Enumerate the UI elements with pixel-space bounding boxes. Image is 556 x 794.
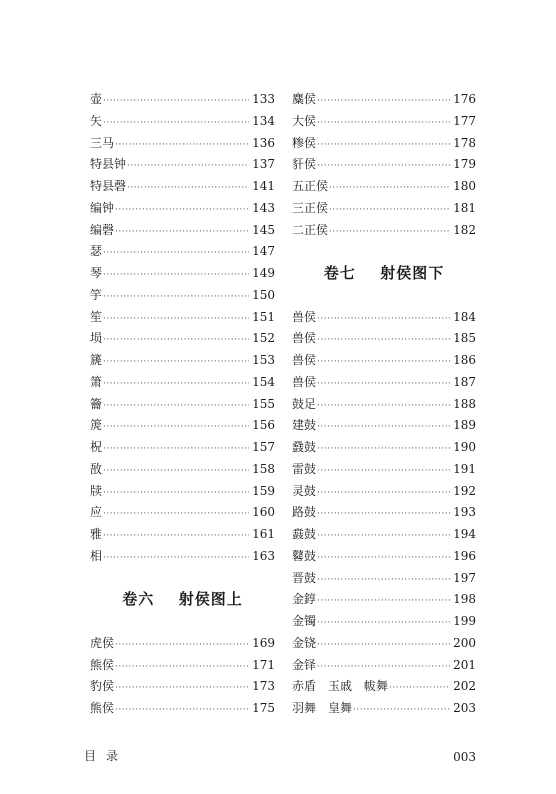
dot-leader bbox=[317, 330, 450, 350]
dot-leader bbox=[103, 396, 249, 416]
toc-entry bbox=[292, 415, 476, 437]
dot-leader bbox=[317, 483, 450, 503]
toc-entry-title: 编磬 bbox=[90, 222, 115, 237]
dot-leader bbox=[389, 678, 450, 698]
dot-leader bbox=[317, 374, 450, 394]
dot-leader bbox=[317, 657, 450, 677]
page-number: 003 bbox=[453, 750, 476, 764]
toc-entry-title: 鼗鼓 bbox=[292, 440, 317, 454]
toc-entry bbox=[292, 111, 476, 133]
dot-leader bbox=[103, 309, 249, 329]
toc-entry bbox=[90, 502, 275, 524]
toc-entry-title: 五正侯 bbox=[292, 179, 329, 193]
dot-leader bbox=[103, 265, 249, 285]
dot-leader bbox=[115, 700, 249, 720]
toc-entry-title: 熊侯 bbox=[90, 701, 115, 715]
toc-entry-page-number: 180 bbox=[453, 179, 476, 193]
toc-entry-title: 鼖鼓 bbox=[292, 527, 317, 541]
toc-entry-page-number: 186 bbox=[453, 353, 476, 367]
toc-entry-page-number: 197 bbox=[453, 570, 476, 585]
dot-leader bbox=[115, 657, 249, 677]
toc-entry bbox=[90, 241, 275, 263]
dot-leader bbox=[115, 678, 249, 698]
toc-entry-title: 虎侯 bbox=[90, 635, 115, 650]
toc-entry-title: 建鼓 bbox=[292, 418, 317, 433]
toc-entry-page-number: 171 bbox=[252, 657, 275, 672]
toc-entry bbox=[90, 350, 275, 372]
dot-leader bbox=[317, 417, 450, 437]
toc-entry bbox=[292, 89, 476, 111]
toc-entry-page-number: 157 bbox=[252, 440, 275, 454]
toc-entry-page-number: 173 bbox=[252, 679, 275, 694]
toc-entry bbox=[90, 285, 275, 307]
spacer bbox=[292, 241, 476, 263]
toc-entry-page-number: 198 bbox=[453, 592, 476, 607]
toc-entry bbox=[292, 655, 476, 677]
toc-entry-title: 大侯 bbox=[292, 113, 317, 128]
toc-entry-title: 瑟 bbox=[90, 244, 103, 259]
section-heading-number: 卷六 bbox=[122, 590, 155, 609]
dot-leader bbox=[317, 352, 450, 372]
toc-left-entries-top bbox=[90, 89, 275, 568]
spacer bbox=[90, 611, 275, 633]
toc-entry-page-number: 175 bbox=[252, 701, 275, 715]
toc-entry bbox=[292, 198, 476, 220]
toc-entry bbox=[90, 459, 275, 481]
section-heading-title: 射侯图下 bbox=[380, 264, 445, 282]
toc-entry bbox=[90, 307, 275, 329]
toc-entry-page-number: 202 bbox=[453, 679, 476, 694]
toc-entry-title: 金镯 bbox=[292, 614, 317, 628]
toc-entry bbox=[292, 220, 476, 242]
spacer bbox=[292, 285, 476, 307]
toc-entry-page-number: 147 bbox=[252, 244, 275, 259]
toc-entry-page-number: 158 bbox=[252, 461, 275, 476]
toc-entry-title: 牍 bbox=[90, 483, 103, 498]
dot-leader bbox=[353, 700, 450, 720]
toc-entry bbox=[292, 676, 476, 698]
toc-entry-page-number: 178 bbox=[453, 135, 476, 150]
toc-entry bbox=[90, 154, 275, 176]
toc-entry-page-number: 163 bbox=[252, 548, 275, 563]
toc-entry-title: 熊侯 bbox=[90, 657, 115, 672]
toc-entry-title: 相 bbox=[90, 548, 103, 563]
section-heading-juan-7 bbox=[292, 263, 476, 285]
dot-leader bbox=[103, 287, 249, 307]
dot-leader bbox=[317, 504, 450, 524]
toc-entry bbox=[292, 350, 476, 372]
toc-right-column bbox=[292, 89, 476, 720]
toc-left-column bbox=[90, 89, 275, 720]
toc-entry bbox=[90, 198, 275, 220]
toc-entry-page-number: 141 bbox=[252, 179, 275, 193]
toc-entry bbox=[90, 89, 275, 111]
toc-entry bbox=[292, 568, 476, 590]
toc-entry bbox=[90, 176, 275, 198]
toc-entry-title: 特县钟 bbox=[90, 157, 127, 172]
toc-entry-title: 编钟 bbox=[90, 200, 115, 215]
toc-entry bbox=[292, 611, 476, 633]
toc-entry-title: 埙 bbox=[90, 331, 103, 346]
toc-entry-page-number: 188 bbox=[453, 396, 476, 411]
dot-leader bbox=[103, 461, 249, 481]
toc-entry-page-number: 181 bbox=[453, 200, 476, 215]
toc-entry-page-number: 143 bbox=[252, 200, 275, 215]
toc-entry bbox=[292, 154, 476, 176]
toc-entry-title: 箫 bbox=[90, 374, 103, 389]
toc-entry-page-number: 145 bbox=[252, 222, 275, 237]
toc-entry-page-number: 155 bbox=[252, 396, 275, 411]
dot-leader bbox=[103, 417, 249, 437]
toc-entry-page-number: 179 bbox=[453, 157, 476, 172]
toc-entry bbox=[90, 133, 275, 155]
toc-entry bbox=[292, 372, 476, 394]
toc-entry bbox=[90, 220, 275, 242]
toc-entry-page-number: 149 bbox=[252, 266, 275, 280]
toc-entry-page-number: 192 bbox=[453, 483, 476, 498]
toc-entry bbox=[292, 133, 476, 155]
toc-entry-title: 雷鼓 bbox=[292, 461, 317, 476]
toc-entry-title: 二正侯 bbox=[292, 222, 329, 237]
toc-entry bbox=[90, 655, 275, 677]
toc-entry bbox=[90, 546, 275, 568]
toc-entry-page-number: 199 bbox=[453, 614, 476, 628]
dot-leader bbox=[103, 330, 249, 350]
toc-entry-title: 豹侯 bbox=[90, 679, 115, 694]
running-footer-section: 目录 bbox=[84, 749, 129, 763]
toc-entry-title: 金铙 bbox=[292, 635, 317, 650]
dot-leader bbox=[115, 200, 249, 220]
toc-entry-page-number: 194 bbox=[453, 527, 476, 541]
toc-entry-page-number: 150 bbox=[252, 287, 275, 302]
toc-entry-page-number: 189 bbox=[453, 418, 476, 433]
toc-entry-title: 兽侯 bbox=[292, 331, 317, 346]
toc-entry-page-number: 187 bbox=[453, 374, 476, 389]
dot-leader bbox=[103, 91, 249, 111]
dot-leader bbox=[127, 178, 249, 198]
toc-entry-title: 羽舞 皇舞 bbox=[292, 701, 353, 715]
toc-entry-title: 矢 bbox=[90, 113, 103, 128]
toc-entry-title: 金铎 bbox=[292, 657, 317, 672]
toc-entry-page-number: 196 bbox=[453, 548, 476, 563]
toc-entry-page-number: 160 bbox=[252, 505, 275, 520]
toc-entry-page-number: 136 bbox=[252, 135, 275, 150]
dot-leader bbox=[103, 526, 249, 546]
toc-entry bbox=[292, 481, 476, 503]
toc-entry-title: 兽侯 bbox=[292, 374, 317, 389]
toc-entry bbox=[90, 372, 275, 394]
dot-leader bbox=[317, 91, 450, 111]
toc-entry bbox=[292, 394, 476, 416]
toc-entry-page-number: 159 bbox=[252, 483, 275, 498]
dot-leader bbox=[329, 222, 450, 242]
toc-entry-page-number: 156 bbox=[252, 418, 275, 433]
toc-entry-page-number: 184 bbox=[453, 309, 476, 324]
dot-leader bbox=[317, 439, 450, 459]
toc-entry-title: 雅 bbox=[90, 527, 103, 541]
toc-entry-title: 笙 bbox=[90, 309, 103, 324]
toc-entry-page-number: 190 bbox=[453, 440, 476, 454]
dot-leader bbox=[317, 635, 450, 655]
section-heading-juan-6 bbox=[90, 589, 275, 611]
toc-entry bbox=[292, 633, 476, 655]
toc-entry-title: 三马 bbox=[90, 135, 115, 150]
dot-leader bbox=[103, 243, 249, 263]
dot-leader bbox=[103, 352, 249, 372]
dot-leader bbox=[103, 548, 249, 568]
toc-entry-title: 路鼓 bbox=[292, 505, 317, 520]
toc-entry bbox=[90, 328, 275, 350]
dot-leader bbox=[317, 570, 450, 590]
toc-entry bbox=[90, 415, 275, 437]
toc-entry-title: 箎 bbox=[90, 418, 103, 433]
toc-entry bbox=[292, 502, 476, 524]
dot-leader bbox=[317, 613, 450, 633]
section-heading-title: 射侯图上 bbox=[178, 590, 243, 609]
dot-leader bbox=[103, 483, 249, 503]
toc-right-entries-bottom bbox=[292, 307, 476, 720]
dot-leader bbox=[329, 178, 450, 198]
toc-entry bbox=[292, 698, 476, 720]
dot-leader bbox=[115, 635, 249, 655]
section-heading-number: 卷七 bbox=[323, 264, 356, 282]
toc-entry bbox=[90, 111, 275, 133]
toc-entry-page-number: 176 bbox=[453, 92, 476, 106]
dot-leader bbox=[103, 504, 249, 524]
toc-left-entries-bottom bbox=[90, 633, 275, 720]
toc-entry bbox=[90, 698, 275, 720]
dot-leader bbox=[103, 113, 249, 133]
toc-entry-title: 糁侯 bbox=[292, 135, 317, 150]
toc-entry-title: 麋侯 bbox=[292, 92, 317, 106]
dot-leader bbox=[317, 526, 450, 546]
toc-entry-page-number: 151 bbox=[252, 309, 275, 324]
toc-entry-title: 琴 bbox=[90, 266, 103, 280]
toc-entry bbox=[90, 633, 275, 655]
toc-entry-title: 金錞 bbox=[292, 592, 317, 607]
toc-entry-page-number: 133 bbox=[252, 92, 275, 106]
dot-leader bbox=[317, 548, 450, 568]
toc-entry-page-number: 191 bbox=[453, 461, 476, 476]
toc-entry-page-number: 154 bbox=[252, 374, 275, 389]
toc-entry-title: 灵鼓 bbox=[292, 483, 317, 498]
toc-entry-title: 晋鼓 bbox=[292, 570, 317, 585]
toc-entry bbox=[90, 263, 275, 285]
dot-leader bbox=[317, 113, 450, 133]
spacer bbox=[90, 568, 275, 590]
toc-entry-page-number: 137 bbox=[252, 157, 275, 172]
toc-entry bbox=[90, 394, 275, 416]
toc-entry-page-number: 177 bbox=[453, 113, 476, 128]
toc-entry-title: 鼛鼓 bbox=[292, 548, 317, 563]
dot-leader bbox=[103, 374, 249, 394]
toc-entry-title: 竽 bbox=[90, 287, 103, 302]
toc-entry-title: 篪 bbox=[90, 353, 103, 367]
toc-entry bbox=[90, 437, 275, 459]
toc-entry bbox=[292, 437, 476, 459]
toc-entry-title: 应 bbox=[90, 505, 103, 520]
dot-leader bbox=[103, 439, 249, 459]
toc-entry bbox=[90, 676, 275, 698]
dot-leader bbox=[317, 461, 450, 481]
dot-leader bbox=[317, 309, 450, 329]
toc-entry-page-number: 185 bbox=[453, 331, 476, 346]
toc-entry-page-number: 203 bbox=[453, 701, 476, 715]
dot-leader bbox=[317, 591, 450, 611]
toc-entry-page-number: 153 bbox=[252, 353, 275, 367]
toc-entry bbox=[292, 459, 476, 481]
toc-entry bbox=[90, 524, 275, 546]
toc-entry-page-number: 182 bbox=[453, 222, 476, 237]
toc-entry bbox=[292, 176, 476, 198]
toc-entry-title: 赤盾 玉戚 帗舞 bbox=[292, 679, 389, 694]
toc-entry-title: 柷 bbox=[90, 440, 103, 454]
toc-entry-title: 敔 bbox=[90, 461, 103, 476]
toc-entry bbox=[90, 481, 275, 503]
toc-entry-title: 豻侯 bbox=[292, 157, 317, 172]
toc-entry-title: 鼓足 bbox=[292, 396, 317, 411]
toc-entry-title: 壶 bbox=[90, 92, 103, 106]
toc-entry-title: 三正侯 bbox=[292, 200, 329, 215]
toc-entry bbox=[292, 307, 476, 329]
toc-entry-title: 特县磬 bbox=[90, 179, 127, 193]
dot-leader bbox=[317, 396, 450, 416]
toc-entry bbox=[292, 589, 476, 611]
dot-leader bbox=[329, 200, 450, 220]
toc-entry bbox=[292, 524, 476, 546]
toc-entry-title: 兽侯 bbox=[292, 309, 317, 324]
toc-entry-page-number: 201 bbox=[453, 657, 476, 672]
toc-entry-title: 兽侯 bbox=[292, 353, 317, 367]
toc-entry-page-number: 134 bbox=[252, 113, 275, 128]
toc-entry-page-number: 193 bbox=[453, 505, 476, 520]
dot-leader bbox=[127, 156, 249, 176]
toc-right-entries-top bbox=[292, 89, 476, 241]
toc-entry-page-number: 152 bbox=[252, 331, 275, 346]
toc-entry bbox=[292, 328, 476, 350]
toc-entry-page-number: 169 bbox=[252, 635, 275, 650]
dot-leader bbox=[317, 135, 450, 155]
dot-leader bbox=[317, 156, 450, 176]
toc-entry-page-number: 161 bbox=[252, 527, 275, 541]
dot-leader bbox=[115, 135, 249, 155]
toc-entry bbox=[292, 546, 476, 568]
dot-leader bbox=[115, 222, 249, 242]
toc-entry-page-number: 200 bbox=[453, 635, 476, 650]
toc-entry-title: 籥 bbox=[90, 396, 103, 411]
